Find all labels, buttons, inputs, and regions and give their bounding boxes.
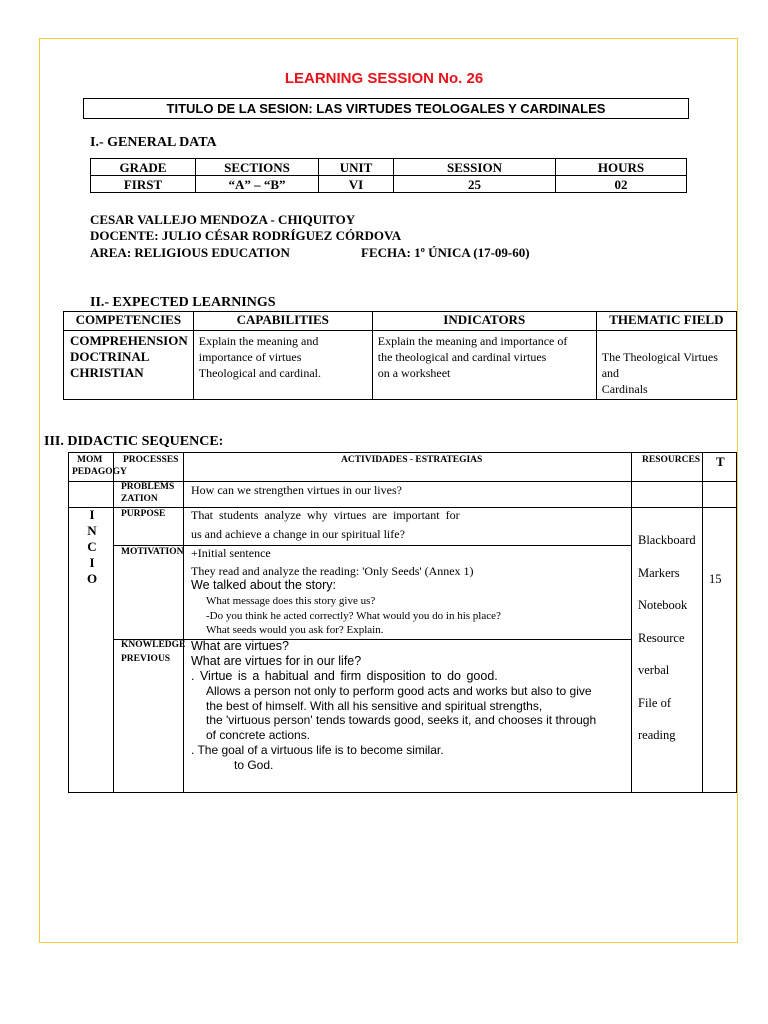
mom-header: MOM (77, 455, 103, 465)
thematic-line: The Theological Virtues and (601, 350, 718, 380)
capabilities-cell (193, 331, 372, 400)
competency-line: DOCTRINAL (70, 349, 150, 364)
general-data-value-row (91, 176, 687, 193)
general-data-table (90, 158, 687, 193)
motivation-line: They read and analyze the reading: 'Only Seeds' (Annex 1) (191, 564, 474, 578)
motivation-line: +Initial sentence (191, 546, 271, 560)
resource-item: reading (638, 728, 676, 742)
expected-learnings-row (64, 331, 737, 400)
thematic-line: Cardinals (601, 382, 648, 396)
value-cell: FIRST (91, 176, 196, 193)
problems-label-2: ZATION (121, 494, 158, 504)
purpose-label: PURPOSE (121, 509, 166, 519)
resource-item: Resource (638, 630, 685, 645)
value-cell: “A” – “B” (196, 176, 319, 193)
knowledge-line: of concrete actions. (206, 728, 311, 742)
resource-item: Blackboard (638, 533, 696, 547)
column-divider (183, 452, 184, 793)
column-divider (702, 452, 703, 793)
expected-learnings-heading: II.- EXPECTED LEARNINGS (90, 295, 276, 310)
moment-letter: O (87, 571, 98, 586)
header-cell: CAPABILITIES (193, 312, 372, 331)
moment-letter: I (89, 555, 95, 570)
general-data-heading: I.- GENERAL DATA (90, 135, 217, 150)
didactic-sequence-table (68, 452, 737, 793)
purpose-line: us and achieve a change in our spiritual life? (191, 527, 405, 541)
motivation-question: What message does this story give us? (206, 595, 376, 607)
indicator-line: the theological and cardinal virtues (377, 350, 547, 364)
processes-header: PROCESSES (123, 455, 179, 465)
header-cell: THEMATIC FIELD (596, 312, 736, 331)
resources-header: RESOURCES (642, 455, 701, 465)
teacher-name: DOCENTE: JULIO CÉSAR RODRÍGUEZ CÓRDOVA (90, 228, 402, 243)
competencies-cell (64, 331, 194, 400)
indicator-line: Explain the meaning and importance of (377, 334, 568, 348)
school-name: CESAR VALLEJO MENDOZA - CHIQUITOY (90, 212, 356, 227)
knowledge-line: . The goal of a virtuous life is to become similar. (191, 743, 444, 757)
moment-letter: C (87, 539, 97, 554)
resource-item: Markers (638, 565, 680, 580)
column-divider (113, 452, 114, 793)
time-header: T (716, 454, 725, 469)
resource-item: verbal (638, 663, 670, 677)
capability-line: Theological and cardinal. (198, 366, 322, 380)
resources-list (638, 524, 696, 752)
knowledge-line: Allows a person not only to perform good acts and works but also to give (206, 684, 592, 698)
header-cell: HOURS (556, 159, 687, 176)
page-title: LEARNING SESSION No. 26 (284, 70, 484, 87)
motivation-line: We talked about the story: (191, 578, 336, 592)
knowledge-label: KNOWLEDGE (121, 640, 186, 650)
header-cell: SESSION (394, 159, 556, 176)
knowledge-line: . Virtue is a habitual and firm disposition to do good. (191, 669, 498, 683)
table-border (68, 452, 737, 793)
date-label: FECHA: 1º ÚNICA (17-09-60) (361, 245, 530, 260)
indicators-cell (372, 331, 596, 400)
header-cell: COMPETENCIES (64, 312, 194, 331)
didactic-sequence-heading: III. DIDACTIC SEQUENCE: (44, 434, 224, 449)
resource-item: Notebook (638, 598, 688, 612)
area-label: AREA: RELIGIOUS EDUCATION (90, 245, 290, 260)
header-cell: UNIT (319, 159, 394, 176)
knowledge-line: to God. (234, 758, 274, 772)
capability-line: Explain the meaning and (198, 334, 319, 348)
moment-label (87, 507, 97, 587)
knowledge-line: the best of himself. With all his sensitive and spiritual strengths, (206, 699, 543, 713)
value-cell: 25 (394, 176, 556, 193)
knowledge-line: What are virtues? (191, 639, 289, 653)
expected-learnings-header-row (64, 312, 737, 331)
problems-label: PROBLEMS (121, 482, 175, 492)
header-cell: INDICATORS (372, 312, 596, 331)
motivation-label: MOTIVATION (121, 547, 184, 557)
value-cell: 02 (556, 176, 687, 193)
expected-learnings-table (63, 311, 737, 400)
motivation-question: What seeds would you ask for? Explain. (206, 624, 384, 636)
column-divider (631, 452, 632, 793)
motivation-question: -Do you think he acted correctly? What would you do in his place? (206, 610, 501, 622)
knowledge-line: the 'virtuous person' tends towards good, seeks it, and chooses it through (206, 713, 597, 727)
thematic-field-cell (596, 331, 736, 400)
resource-item: File of (638, 695, 671, 710)
indicator-line: on a worksheet (377, 366, 451, 380)
time-value: 15 (709, 572, 722, 586)
capability-line: importance of virtues (198, 350, 302, 364)
knowledge-label-2: PREVIOUS (121, 654, 171, 664)
competency-line: CHRISTIAN (70, 365, 144, 380)
header-cell: SECTIONS (196, 159, 319, 176)
value-cell: VI (319, 176, 394, 193)
problems-question: How can we strengthen virtues in our lives? (191, 483, 402, 497)
moment-letter: I (89, 507, 95, 522)
session-title-box: TITULO DE LA SESION: LAS VIRTUDES TEOLOGALES Y CARDINALES (83, 98, 689, 119)
pedagogy-header: PEDAGOGY (72, 467, 127, 477)
knowledge-line: What are virtues for in our life? (191, 654, 362, 668)
purpose-line: That students analyze why virtues are important for (191, 508, 460, 522)
activities-header: ACTIVIDADES - ESTRATEGIAS (341, 455, 483, 465)
competency-line: COMPREHENSION (70, 333, 188, 348)
header-cell: GRADE (91, 159, 196, 176)
general-data-header-row (91, 159, 687, 176)
moment-letter: N (87, 523, 97, 538)
